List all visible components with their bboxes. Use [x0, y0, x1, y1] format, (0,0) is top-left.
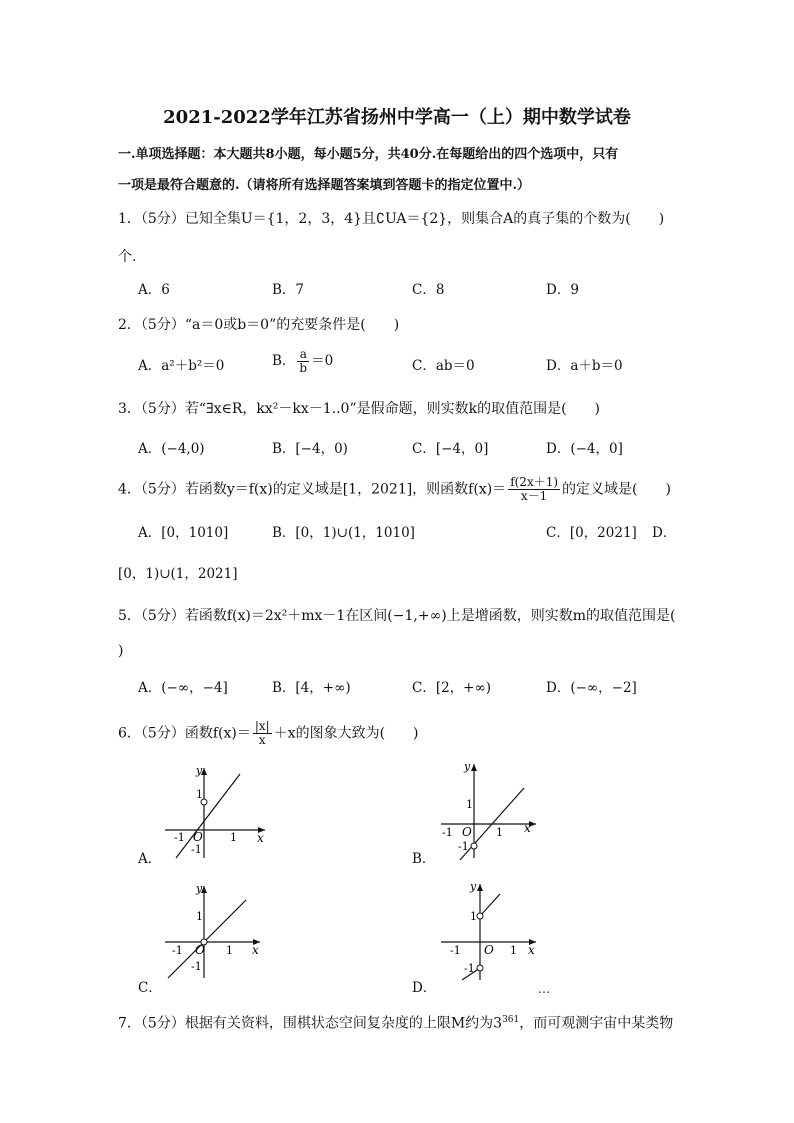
q7-stem-start: 7．（5分）根据有关资料，围棋状态空间复杂度的上限M约为3 [118, 1015, 503, 1032]
origin-label: O [462, 825, 472, 839]
origin-label: O [195, 943, 205, 957]
q4-stem-start: 4．（5分）若函数y＝f(x)的定义域是[1，2021]，则函数f(x)＝ [118, 481, 507, 498]
q5-option-d: D．(−∞，−2] [546, 680, 637, 696]
tick-label-y-pos: 1 [196, 910, 203, 923]
q3-option-c: C．[−4，0] [412, 441, 489, 457]
q4-option-d-label: D． [652, 525, 677, 541]
q5-stem-cont: ) [118, 643, 124, 659]
origin-label: O [193, 830, 203, 844]
q6-fraction [253, 720, 272, 747]
q1-option-b: B．7 [272, 282, 305, 298]
tick-label-y-pos: 1 [470, 910, 477, 923]
x-axis-label: x [524, 821, 531, 835]
tick-label-x-neg: -1 [172, 944, 183, 957]
tick-label-y-neg: -1 [464, 962, 475, 975]
function-line-right [480, 894, 500, 916]
page-title: 2021-2022学年江苏省扬州中学高一（上）期中数学试卷 [163, 107, 631, 128]
q6-fraction-numerator: |x| [254, 719, 270, 733]
open-point [471, 843, 477, 849]
function-line [168, 900, 246, 978]
q1-option-c: C．8 [412, 282, 445, 298]
x-axis-label: x [528, 943, 535, 957]
q6-graph-a-label: A． [138, 851, 162, 867]
section-instructions-line1: 一.单项选择题：本大题共8小题，每小题5分，共40分.在每题给出的四个选项中，只有 [118, 147, 619, 162]
tick-label-x-neg: -1 [450, 944, 461, 957]
q4-option-a: A．[0，1010] [138, 525, 229, 541]
y-axis-arrow [471, 764, 477, 771]
q7-stem [118, 1011, 673, 1033]
y-axis-label: y [470, 880, 477, 893]
q6-graph-d [436, 880, 546, 980]
x-axis-label: x [257, 831, 264, 845]
q4-fraction [508, 476, 560, 503]
q2-stem: 2．（5分）“a＝0或b＝0”的充要条件是( ) [118, 317, 400, 333]
q4-stem [118, 476, 671, 503]
x-axis-label: x [252, 943, 259, 957]
q3-option-b: B．[−4，0) [272, 441, 348, 457]
q2-option-b-fraction [297, 348, 309, 375]
open-point-upper [477, 913, 483, 919]
q5-option-a: A．(−∞，−4] [138, 680, 228, 696]
q6-fraction-denominator: x [258, 733, 266, 747]
q6-stem [118, 720, 419, 747]
q3-option-a: A．(−4,0) [138, 441, 205, 457]
tick-label-y-neg: -1 [191, 843, 202, 856]
q6-graph-c-label: C． [138, 980, 162, 996]
y-axis-label: y [196, 764, 203, 777]
q6-graph-b-label: B． [412, 851, 436, 867]
q4-option-d-value: [0，1)∪(1，2021] [118, 566, 238, 582]
tick-label-x-pos: 1 [510, 944, 517, 957]
y-axis-arrow [477, 884, 483, 891]
q6-graph-c [160, 880, 270, 980]
tick-label-x-neg: -1 [442, 826, 453, 839]
q2-option-c: C．ab＝0 [412, 358, 475, 374]
q7-stem-end: ，而可观测宇宙中某类物 [519, 1015, 674, 1032]
q3-stem: 3．（5分）若“∃x∈R，kx²－kx－1..0”是假命题，则实数k的取值范围是( ) [118, 401, 601, 417]
tick-label-y-neg: -1 [191, 960, 202, 973]
tick-label-x-neg: -1 [174, 831, 185, 844]
q2-option-a: A．a²＋b²＝0 [138, 358, 225, 374]
q1-option-a: A．6 [138, 282, 170, 298]
q2-option-b-numerator: a [297, 348, 309, 362]
q2-option-d: D．a＋b＝0 [546, 358, 623, 374]
q2-option-b [272, 348, 333, 375]
tick-label-x-pos: 1 [230, 831, 237, 844]
q5-stem: 5．（5分）若函数f(x)＝2x²＋mx－1在区间(−1,+∞)上是增函数，则实数m的取值范围是( [118, 608, 676, 624]
q6-stem-start: 6．（5分）函数f(x)＝ [118, 725, 251, 742]
q4-option-c: C．[0，2021] [546, 525, 637, 541]
function-line [176, 774, 240, 858]
y-axis-label: y [464, 760, 471, 773]
y-axis-label: y [196, 882, 203, 895]
q2-option-b-tail: ＝0 [311, 353, 334, 369]
q3-option-d: D．(−4，0] [546, 441, 623, 457]
origin-label: O [484, 943, 494, 957]
q4-stem-end: 的定义域是( ) [562, 481, 671, 498]
tick-label-x-pos: 1 [226, 944, 233, 957]
tick-label-y-neg: -1 [458, 840, 469, 853]
tick-label-x-pos: 1 [496, 826, 503, 839]
q6-graph-a [160, 762, 270, 862]
q1-stem: 1．（5分）已知全集U＝{1，2，3，4}且∁UA＝{2}，则集合A的真子集的个数为( ) [118, 211, 665, 227]
section-instructions-line2: 一项是最符合题意的.（请将所有选择题答案填到答题卡的指定位置中.） [118, 178, 531, 193]
q4-fraction-numerator: f(2x＋1) [510, 475, 559, 489]
q6-stem-end: ＋x的图象大致为( ) [273, 725, 419, 742]
ellipsis-mark: … [538, 982, 550, 996]
q4-option-b: B．[0，1)∪(1，1010] [272, 525, 415, 541]
q4-fraction-denominator: x－1 [520, 489, 548, 503]
q2-option-b-denominator: b [299, 361, 308, 375]
q1-stem-cont: 个. [118, 249, 137, 265]
q1-option-d: D．9 [546, 282, 579, 298]
tick-label-y-pos: 1 [466, 798, 473, 811]
q6-graph-d-label: D． [412, 980, 437, 996]
q2-option-b-label: B． [272, 353, 296, 369]
q5-option-b: B．[4，+∞) [272, 680, 351, 696]
open-point-lower [477, 965, 483, 971]
tick-label-y-pos: 1 [196, 788, 203, 801]
q7-exponent: 361 [502, 1015, 520, 1025]
q6-graph-b [436, 760, 546, 860]
q5-option-c: C．[2，+∞) [412, 680, 492, 696]
